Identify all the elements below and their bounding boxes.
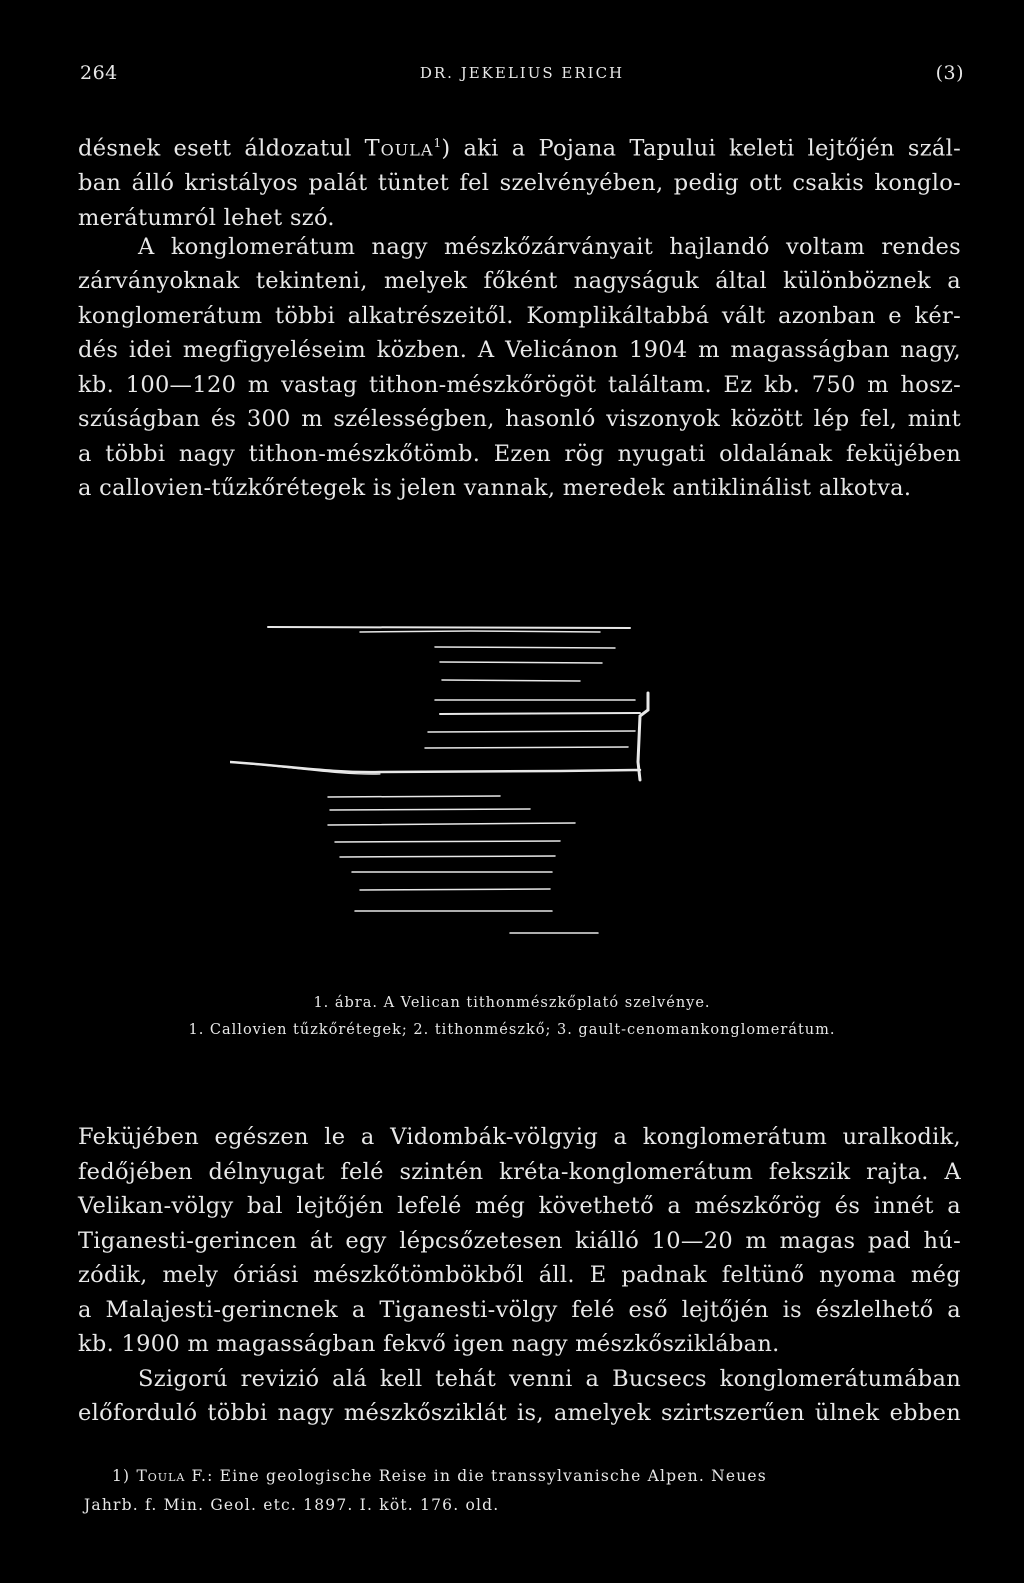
text-line: fedőjében délnyugat felé szintén kréta-konglomerátum fekszik rajta. A xyxy=(78,1158,961,1185)
figure-section-diagram xyxy=(230,610,690,950)
footnote xyxy=(84,1462,962,1520)
text-line: zárványoknak tekinteni, melyek főként nagyságuk által különböznek a xyxy=(78,268,961,294)
footnote-marker: 1) xyxy=(112,1467,131,1485)
text-line: dés idei megfigyeléseim közben. A Velicánon 1904 m magasságban nagy, xyxy=(78,337,961,363)
text-line: Velikan-völgy bal lejtőjén lefelé még követhető a mészkőrög és innét a xyxy=(78,1193,961,1219)
footnote-author: Toula xyxy=(136,1467,186,1485)
footnote-ref: 1 xyxy=(433,136,442,150)
text-line: kb. 1900 m magasságban fekvő igen nagy mészkősziklában. xyxy=(78,1331,780,1357)
section-drawing xyxy=(230,610,690,950)
text-line: zódik, mely óriási mészkőtömbökből áll. E padnak feltünő nyoma még xyxy=(78,1262,961,1288)
author-name: Toula xyxy=(364,135,434,162)
text-line: konglomerátum többi alkatrészeitől. Komplikáltabbá vált azonban e kér- xyxy=(78,302,961,329)
text-line: A konglomerátum nagy mészkőzárványait hajlandó voltam rendes xyxy=(138,233,961,260)
figure-caption-title: 1. ábra. A Velican tithonmészkőplató szelvénye. xyxy=(313,995,711,1011)
section-number: (3) xyxy=(935,62,964,84)
text-line: Tiganesti-gerincen át egy lépcsőzetesen kiálló 10—20 m magas pad hú- xyxy=(78,1227,961,1254)
paragraph-4 xyxy=(78,1362,961,1431)
running-head: DR. JEKELIUS ERICH xyxy=(419,64,625,82)
text-line: Feküjében egészen le a Vidombák-völgyig a konglomerátum uralkodik, xyxy=(78,1124,961,1150)
paragraph-3 xyxy=(78,1120,961,1362)
text-line: ban álló kristályos palát tüntet fel szelvényében, pedig ott csakis konglo- xyxy=(78,170,961,196)
page-header xyxy=(80,62,964,92)
text-line: désnek esett áldozatul Toula$^1$) aki a Pojana Tapului keleti lejtőjén szál- xyxy=(78,135,961,162)
footnote-line: Jahrb. f. Min. Geol. etc. 1897. I. köt. 176. old. xyxy=(84,1496,500,1514)
footnote-line: 1) Toula F.: Eine geologische Reise in die transsylvanische Alpen. Neues xyxy=(112,1467,767,1485)
text-line: előforduló többi nagy mészkősziklát is, amelyek szirtszerűen ülnek ebben xyxy=(78,1400,961,1426)
text-line: a callovien-tűzkőrétegek is jelen vannak, meredek antiklinálist alkotva. xyxy=(78,475,912,501)
text-line: kb. 100—120 m vastag tithon-mészkőrögöt találtam. Ez kb. 750 m hosz- xyxy=(78,371,961,398)
text-line: szúságban és 300 m szélességben, hasonló viszonyok között lép fel, mint xyxy=(78,406,961,432)
paragraph-1 xyxy=(78,126,961,235)
text-line: a többi nagy tithon-mészkőtömb. Ezen rög nyugati oldalának feküjében xyxy=(78,440,961,467)
paragraph-2 xyxy=(78,230,961,506)
text-line: a Malajesti-gerincnek a Tiganesti-völgy felé eső lejtőjén is észlelhető a xyxy=(78,1296,961,1323)
page-number: 264 xyxy=(80,62,118,84)
text-line: Szigorú revizió alá kell tehát venni a Bucsecs konglomerátumában xyxy=(138,1365,961,1392)
text-line: merátumról lehet szó. xyxy=(78,204,335,231)
figure-caption-legend: 1. Callovien tűzkőrétegek; 2. tithonmészkő; 3. gault-cenomankonglomerátum. xyxy=(188,1022,836,1038)
